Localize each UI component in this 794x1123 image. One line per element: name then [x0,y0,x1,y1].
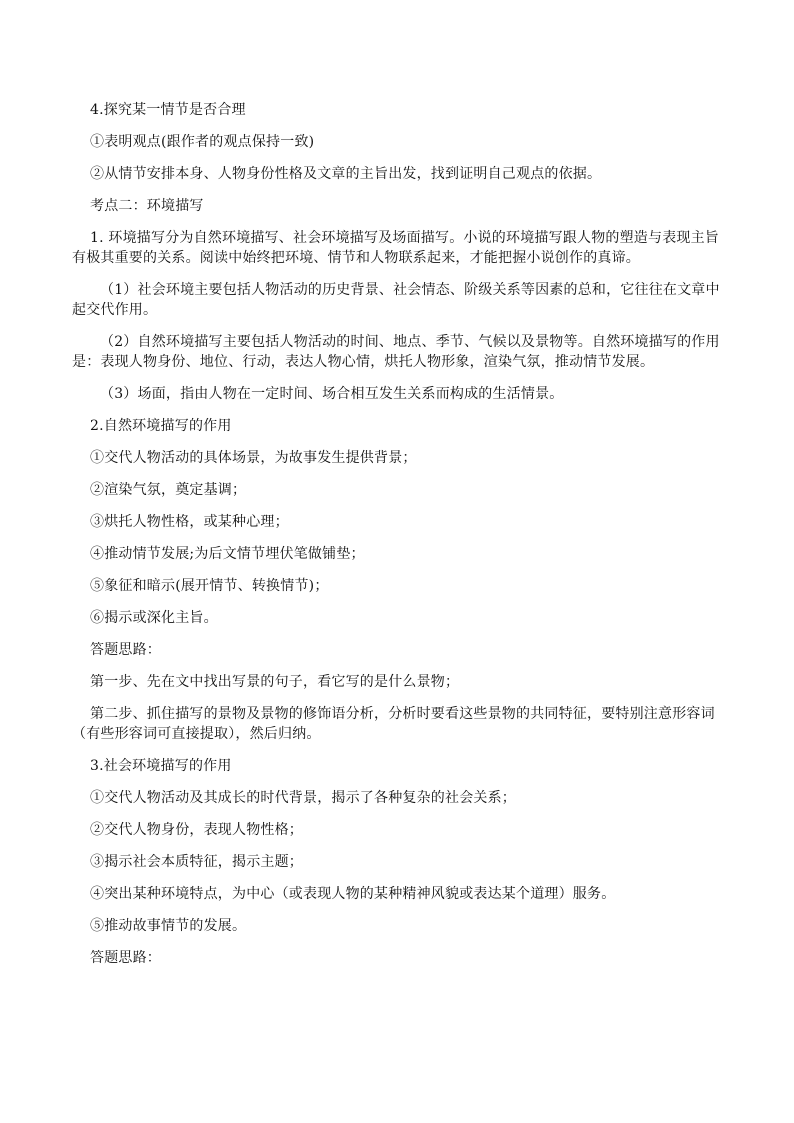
list-item: ②交代人物身份，表现人物性格； [90,822,303,838]
paragraph: （1）社会环境主要包括人物活动的历史背景、社会情态、阶级关系等因素的总和，它往往在文章中起交代作用。 [72,282,720,318]
list-item: ④推动情节发展;为后文情节埋伏笔做铺垫； [90,546,365,562]
paragraph: 第二步、抓住描写的景物及景物的修饰语分析，分析时要看这些景物的共同特征，要特别注意形容词（有些形容词可直接提取），然后归纳。 [72,706,715,742]
document-body [72,100,724,980]
paragraph: 4.探究某一情节是否合理 [90,102,246,118]
list-item: ③揭示社会本质特征，揭示主题； [90,854,303,870]
paragraph: ①表明观点(跟作者的观点保持一致) [90,134,315,150]
answer-approach-label: 答题思路： [90,950,161,966]
paragraph: （2）自然环境描写主要包括人物活动的时间、地点、季节、气候以及景物等。自然环境描写的作用是：表现人物身份、地位、行动，表达人物心情，烘托人物形象，渲染气氛，推动情节发展。 [72,334,720,370]
list-item: ②渲染气氛，奠定基调； [90,482,247,498]
list-item: ③烘托人物性格，或某种心理； [90,514,289,530]
paragraph: （3）场面，指由人物在一定时间、场合相互发生关系而构成的生活情景。 [100,386,564,402]
paragraph: 3.社会环境描写的作用 [90,758,232,774]
paragraph: ②从情节安排本身、人物身份性格及文章的主旨出发，找到证明自己观点的依据。 [90,166,602,182]
list-item: ⑤象征和暗示(展开情节、转换情节)； [90,578,329,594]
paragraph: 1. 环境描写分为自然环境描写、社会环境描写及场面描写。小说的环境描写跟人物的塑造与表现主旨有极其重要的关系。阅读中始终把环境、情节和人物联系起来，才能把握小说创作的真谛。 [72,230,720,266]
list-item: ⑤推动故事情节的发展。 [90,918,247,934]
list-item: ①交代人物活动及其成长的时代背景，揭示了各种复杂的社会关系； [90,790,516,806]
paragraph: 2.自然环境描写的作用 [90,418,232,434]
list-item: ⑥揭示或深化主旨。 [90,610,218,626]
list-item: ④突出某种环境特点，为中心（或表现人物的某种精神风貌或表达某个道理）服务。 [90,886,616,902]
paragraph: 第一步、先在文中找出写景的句子，看它写的是什么景物； [90,674,460,690]
answer-approach-label: 答题思路： [90,642,161,658]
list-item: ①交代人物活动的具体场景，为故事发生提供背景； [90,450,417,466]
section-heading: 考点二：环境描写 [90,198,204,214]
